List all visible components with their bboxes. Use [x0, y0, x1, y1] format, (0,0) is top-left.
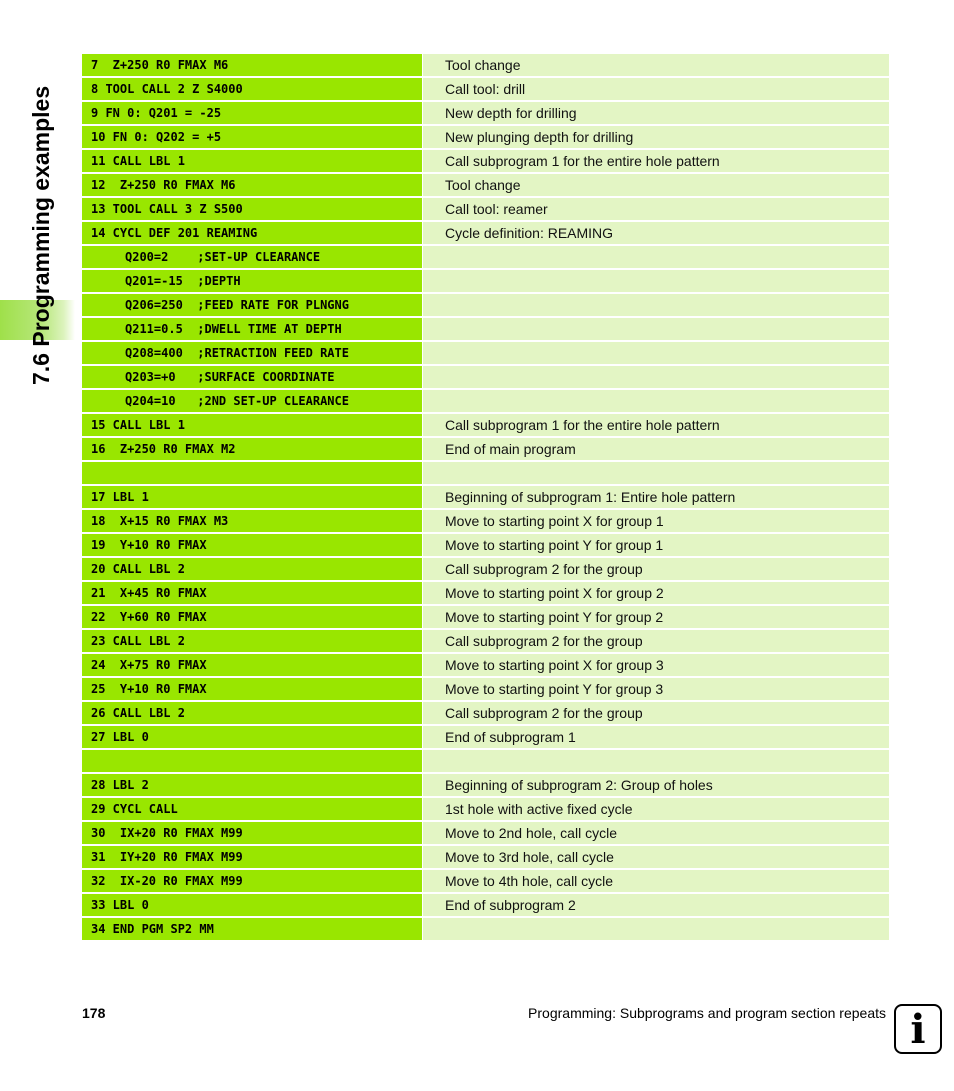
- nc-code-cell: Q208=400 ;RETRACTION FEED RATE: [82, 342, 422, 364]
- table-row: [82, 54, 889, 76]
- comment-cell: Move to starting point Y for group 3: [423, 678, 889, 700]
- comment-cell: [423, 750, 889, 772]
- table-row: [82, 198, 889, 220]
- table-row: [82, 558, 889, 580]
- comment-cell: [423, 342, 889, 364]
- comment-cell: Move to starting point X for group 1: [423, 510, 889, 532]
- table-row: [82, 918, 889, 940]
- table-row: [82, 846, 889, 868]
- nc-code-cell: Q211=0.5 ;DWELL TIME AT DEPTH: [82, 318, 422, 340]
- table-row: [82, 126, 889, 148]
- comment-cell: [423, 318, 889, 340]
- nc-code-cell: Q200=2 ;SET-UP CLEARANCE: [82, 246, 422, 268]
- table-row: [82, 102, 889, 124]
- comment-cell: Call subprogram 1 for the entire hole pattern: [423, 414, 889, 436]
- comment-cell: Call tool: reamer: [423, 198, 889, 220]
- nc-code-cell: 13 TOOL CALL 3 Z S500: [82, 198, 422, 220]
- nc-code-cell: 9 FN 0: Q201 = -25: [82, 102, 422, 124]
- comment-cell: Call subprogram 2 for the group: [423, 702, 889, 724]
- comment-cell: New depth for drilling: [423, 102, 889, 124]
- nc-code-cell: 34 END PGM SP2 MM: [82, 918, 422, 940]
- nc-code-cell: 25 Y+10 R0 FMAX: [82, 678, 422, 700]
- comment-cell: Cycle definition: REAMING: [423, 222, 889, 244]
- table-row: [82, 78, 889, 100]
- table-row: [82, 486, 889, 508]
- comment-cell: New plunging depth for drilling: [423, 126, 889, 148]
- nc-code-cell: Q201=-15 ;DEPTH: [82, 270, 422, 292]
- comment-cell: 1st hole with active fixed cycle: [423, 798, 889, 820]
- table-row: [82, 438, 889, 460]
- table-row: [82, 630, 889, 652]
- table-row: [82, 702, 889, 724]
- table-row: [82, 150, 889, 172]
- comment-cell: [423, 246, 889, 268]
- table-row: [82, 606, 889, 628]
- nc-code-cell: 23 CALL LBL 2: [82, 630, 422, 652]
- comment-cell: Move to starting point Y for group 1: [423, 534, 889, 556]
- table-row: [82, 798, 889, 820]
- comment-cell: [423, 270, 889, 292]
- comment-cell: End of subprogram 2: [423, 894, 889, 916]
- nc-code-cell: 20 CALL LBL 2: [82, 558, 422, 580]
- nc-code-cell: 32 IX-20 R0 FMAX M99: [82, 870, 422, 892]
- comment-cell: Call tool: drill: [423, 78, 889, 100]
- nc-code-cell: 21 X+45 R0 FMAX: [82, 582, 422, 604]
- nc-code-cell: [82, 462, 422, 484]
- table-row: [82, 894, 889, 916]
- nc-code-cell: 31 IY+20 R0 FMAX M99: [82, 846, 422, 868]
- table-row: [82, 390, 889, 412]
- comment-cell: Move to starting point X for group 3: [423, 654, 889, 676]
- table-row: [82, 510, 889, 532]
- comment-cell: Tool change: [423, 54, 889, 76]
- table-row: [82, 414, 889, 436]
- comment-cell: Move to starting point Y for group 2: [423, 606, 889, 628]
- table-row: [82, 246, 889, 268]
- nc-code-cell: 12 Z+250 R0 FMAX M6: [82, 174, 422, 196]
- table-row: [82, 870, 889, 892]
- chapter-title: Programming: Subprograms and program section repeats: [528, 1005, 886, 1021]
- comment-cell: Beginning of subprogram 2: Group of holes: [423, 774, 889, 796]
- nc-code-cell: Q203=+0 ;SURFACE COORDINATE: [82, 366, 422, 388]
- nc-code-cell: [82, 750, 422, 772]
- table-row: [82, 174, 889, 196]
- nc-code-cell: 11 CALL LBL 1: [82, 150, 422, 172]
- comment-cell: [423, 462, 889, 484]
- page-number: 178: [82, 1005, 106, 1021]
- table-row: [82, 726, 889, 748]
- nc-code-cell: Q204=10 ;2ND SET-UP CLEARANCE: [82, 390, 422, 412]
- table-row: [82, 750, 889, 772]
- comment-cell: Call subprogram 1 for the entire hole pattern: [423, 150, 889, 172]
- comment-cell: [423, 366, 889, 388]
- comment-cell: End of main program: [423, 438, 889, 460]
- nc-code-cell: 28 LBL 2: [82, 774, 422, 796]
- table-row: [82, 222, 889, 244]
- nc-code-cell: 19 Y+10 R0 FMAX: [82, 534, 422, 556]
- comment-cell: [423, 390, 889, 412]
- comment-cell: Tool change: [423, 174, 889, 196]
- table-row: [82, 654, 889, 676]
- nc-code-cell: 10 FN 0: Q202 = +5: [82, 126, 422, 148]
- comment-cell: Move to starting point X for group 2: [423, 582, 889, 604]
- comment-cell: End of subprogram 1: [423, 726, 889, 748]
- comment-cell: Beginning of subprogram 1: Entire hole pattern: [423, 486, 889, 508]
- nc-code-cell: 15 CALL LBL 1: [82, 414, 422, 436]
- nc-code-cell: 27 LBL 0: [82, 726, 422, 748]
- table-row: [82, 294, 889, 316]
- info-icon: i: [894, 1004, 942, 1054]
- nc-code-cell: 29 CYCL CALL: [82, 798, 422, 820]
- nc-code-cell: 24 X+75 R0 FMAX: [82, 654, 422, 676]
- table-row: [82, 318, 889, 340]
- comment-cell: Call subprogram 2 for the group: [423, 630, 889, 652]
- table-row: [82, 462, 889, 484]
- table-row: [82, 366, 889, 388]
- table-row: [82, 342, 889, 364]
- section-title: 7.6 Programming examples: [28, 85, 54, 385]
- nc-code-cell: 22 Y+60 R0 FMAX: [82, 606, 422, 628]
- nc-code-cell: Q206=250 ;FEED RATE FOR PLNGNG: [82, 294, 422, 316]
- nc-code-cell: 16 Z+250 R0 FMAX M2: [82, 438, 422, 460]
- nc-code-cell: 14 CYCL DEF 201 REAMING: [82, 222, 422, 244]
- nc-code-cell: 18 X+15 R0 FMAX M3: [82, 510, 422, 532]
- comment-cell: Move to 3rd hole, call cycle: [423, 846, 889, 868]
- comment-cell: [423, 294, 889, 316]
- table-row: [82, 678, 889, 700]
- comment-cell: Move to 4th hole, call cycle: [423, 870, 889, 892]
- program-table: [82, 54, 889, 942]
- nc-code-cell: 17 LBL 1: [82, 486, 422, 508]
- table-row: [82, 822, 889, 844]
- nc-code-cell: 26 CALL LBL 2: [82, 702, 422, 724]
- table-row: [82, 774, 889, 796]
- nc-code-cell: 30 IX+20 R0 FMAX M99: [82, 822, 422, 844]
- table-row: [82, 534, 889, 556]
- nc-code-cell: 33 LBL 0: [82, 894, 422, 916]
- table-row: [82, 582, 889, 604]
- nc-code-cell: 8 TOOL CALL 2 Z S4000: [82, 78, 422, 100]
- nc-code-cell: 7 Z+250 R0 FMAX M6: [82, 54, 422, 76]
- comment-cell: Call subprogram 2 for the group: [423, 558, 889, 580]
- comment-cell: [423, 918, 889, 940]
- table-row: [82, 270, 889, 292]
- comment-cell: Move to 2nd hole, call cycle: [423, 822, 889, 844]
